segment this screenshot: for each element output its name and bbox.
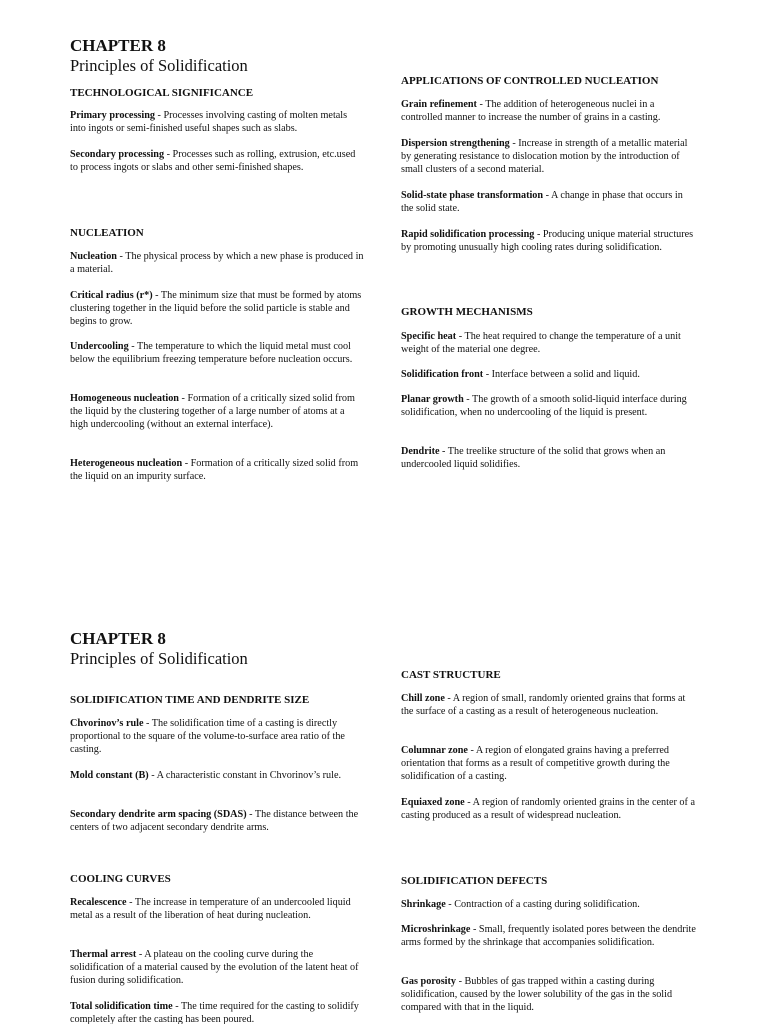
definition: - The physical process by which a new phase is produced in a material.: [70, 251, 364, 275]
definition: - Processes involving casting of molten metals into ingots or semi-finished useful shapes such as slabs.: [70, 110, 348, 134]
definition: - A change in phase that occurs in the solid state.: [401, 190, 683, 214]
entry-columnar-zone: [401, 745, 696, 784]
term: Rapid solidification processing: [401, 229, 535, 240]
term: Heterogeneous nucleation: [70, 458, 183, 469]
term: Specific heat: [401, 331, 457, 342]
definition: - The distance between the centers of two adjacent secondary dendrite arms.: [70, 809, 359, 833]
definition: - Processes such as rolling, extrusion, etc.used to process ingots or slabs and other semi-finished shapes.: [70, 149, 356, 173]
section-applications: [401, 74, 696, 88]
entry-mold-constant: [70, 770, 365, 783]
section-heading-technological-significance: TECHNOLOGICAL SIGNIFICANCE: [70, 87, 254, 99]
definition: - The time required for the casting to solidify completely after the casting has been poured.: [70, 1001, 359, 1024]
term: Secondary processing: [70, 149, 165, 160]
term: Dispersion strengthening: [401, 138, 510, 149]
entry-solidification-front: [401, 369, 696, 382]
term: Thermal arrest: [70, 949, 137, 960]
definition: - A region of elongated grains having a preferred orientation that forms as a result of competitive growth during the solidification of a casting.: [401, 745, 670, 782]
section-heading-nucleation: NUCLEATION: [70, 227, 144, 239]
definition: - A characteristic constant in Chvorinov’s rule.: [148, 770, 342, 781]
term: Microshrinkage: [401, 924, 471, 935]
section-heading-cooling-curves: COOLING CURVES: [70, 873, 171, 885]
term: Dendrite: [401, 446, 440, 457]
entry-chill-zone: [401, 693, 696, 719]
term: Recalescence: [70, 897, 127, 908]
definition: - Producing unique material structures by promoting unusually high cooling rates during solidification.: [401, 229, 694, 253]
entry-heterogeneous-nucleation: [70, 458, 365, 484]
entry-secondary-processing: [70, 149, 365, 175]
term: Grain refinement: [401, 99, 477, 110]
entry-specific-heat: [401, 331, 696, 357]
term: Mold constant (B): [70, 770, 149, 781]
section-cast-structure: [401, 668, 696, 682]
entry-thermal-arrest: [70, 949, 365, 988]
definition: - Contraction of a casting during solidification.: [445, 899, 640, 910]
definition: - The treelike structure of the solid that grows when an undercooled liquid solidifies.: [401, 446, 666, 470]
section-solidification-defects: [401, 874, 696, 888]
top-chapter-header: [70, 36, 248, 76]
term: Gas porosity: [401, 976, 457, 987]
entry-undercooling: [70, 341, 365, 367]
section-cooling-curves: [70, 872, 365, 886]
definition: - The heat required to change the temperature of a unit weight of the material one degree.: [401, 331, 681, 355]
section-solidification-time: [70, 693, 365, 707]
bottom-chapter-header: [70, 629, 248, 669]
entry-planar-growth: [401, 394, 696, 420]
entry-rapid-solidification-processing: [401, 229, 696, 255]
entry-gas-porosity: [401, 976, 696, 1015]
term: Total solidification time: [70, 1001, 173, 1012]
section-growth-mechanisms: [401, 305, 696, 319]
term: Nucleation: [70, 251, 117, 262]
definition: - The growth of a smooth solid-liquid interface during solidification, when no undercooling of the liquid is present.: [401, 394, 687, 418]
definition: - Increase in strength of a metallic material by generating resistance to dislocation motion by the introduction of small clusters of a second material.: [401, 138, 688, 175]
term: Planar growth: [401, 394, 464, 405]
entry-primary-processing: [70, 110, 365, 136]
definition: - A plateau on the cooling curve during the solidification of a material caused by the evolution of the latent heat of fusion during solidification.: [70, 949, 359, 986]
definition: - Formation of a critically sized solid from the liquid by the clustering together of a large number of atoms at a high undercooling (without an external interface).: [70, 393, 355, 430]
definition: - Formation of a critically sized solid from the liquid on an impurity surface.: [70, 458, 359, 482]
term: Homogeneous nucleation: [70, 393, 179, 404]
term: Secondary dendrite arm spacing (SDAS): [70, 809, 247, 820]
section-heading-cast-structure: CAST STRUCTURE: [401, 669, 501, 681]
definition: - The addition of heterogeneous nuclei in a controlled manner to increase the number of grains in a casting.: [401, 99, 661, 123]
entry-grain-refinement: [401, 99, 696, 125]
top-left-column: [70, 86, 365, 100]
entry-equiaxed-zone: [401, 797, 696, 823]
entry-shrinkage: [401, 899, 696, 912]
entry-homogeneous-nucleation: [70, 393, 365, 432]
entry-nucleation: [70, 251, 365, 277]
definition: - The increase in temperature of an undercooled liquid metal as a result of the liberation of heat during nucleation.: [70, 897, 351, 921]
entry-recalescence: [70, 897, 365, 923]
definition: - Small, frequently isolated pores between the dendrite arms formed by the shrinkage that accompanies solidification.: [401, 924, 696, 948]
term: Solid-state phase transformation: [401, 190, 544, 201]
chapter-subtitle: Principles of Solidification: [70, 56, 248, 75]
definition: - The temperature to which the liquid metal must cool below the equilibrium freezing temperature before nucleation occurs.: [70, 341, 353, 365]
term: Undercooling: [70, 341, 129, 352]
term: Equiaxed zone: [401, 797, 465, 808]
term: Critical radius (r*): [70, 290, 153, 301]
entry-sdas: [70, 809, 365, 835]
definition: - A region of small, randomly oriented grains that forms at the surface of a casting as a result of heterogeneous nucleation.: [401, 693, 686, 717]
definition: - A region of randomly oriented grains in the center of a casting produced as a result of widespread nucleation.: [401, 797, 695, 821]
section-heading-solidification-defects: SOLIDIFICATION DEFECTS: [401, 875, 548, 887]
term: Solidification front: [401, 369, 484, 380]
definition: - The minimum size that must be formed by atoms clustering together in the liquid before the solid particle is stable and begins to grow.: [70, 290, 362, 327]
definition: - Interface between a solid and liquid.: [483, 369, 640, 380]
term: Primary processing: [70, 110, 155, 121]
entry-total-solidification-time: [70, 1001, 365, 1024]
section-nucleation: [70, 226, 365, 240]
term: Shrinkage: [401, 899, 446, 910]
section-heading-solidification-time-and-dendrite-size: SOLIDIFICATION TIME AND DENDRITE SIZE: [70, 694, 310, 706]
entry-chvorinovs-rule: [70, 718, 365, 757]
chapter-title: CHAPTER 8: [70, 36, 166, 55]
entry-dispersion-strengthening: [401, 138, 696, 177]
definition: - Bubbles of gas trapped within a casting during solidification, caused by the lower solubility of the gas in the solid compared with that in the liquid.: [401, 976, 673, 1013]
entry-solid-state-phase-transformation: [401, 190, 696, 216]
entry-critical-radius: [70, 290, 365, 329]
entry-microshrinkage: [401, 924, 696, 950]
term: Chvorinov’s rule: [70, 718, 144, 729]
chapter-title: CHAPTER 8: [70, 629, 166, 648]
term: Chill zone: [401, 693, 445, 704]
section-heading-growth-mechanisms: GROWTH MECHANISMS: [401, 306, 533, 318]
section-heading-applications-of-controlled-nucleation: APPLICATIONS OF CONTROLLED NUCLEATION: [401, 75, 659, 87]
term: Columnar zone: [401, 745, 468, 756]
definition: - The solidification time of a casting is directly proportional to the square of the volume-to-surface area ratio of the casting.: [70, 718, 345, 755]
chapter-subtitle: Principles of Solidification: [70, 649, 248, 668]
entry-dendrite: [401, 446, 696, 472]
